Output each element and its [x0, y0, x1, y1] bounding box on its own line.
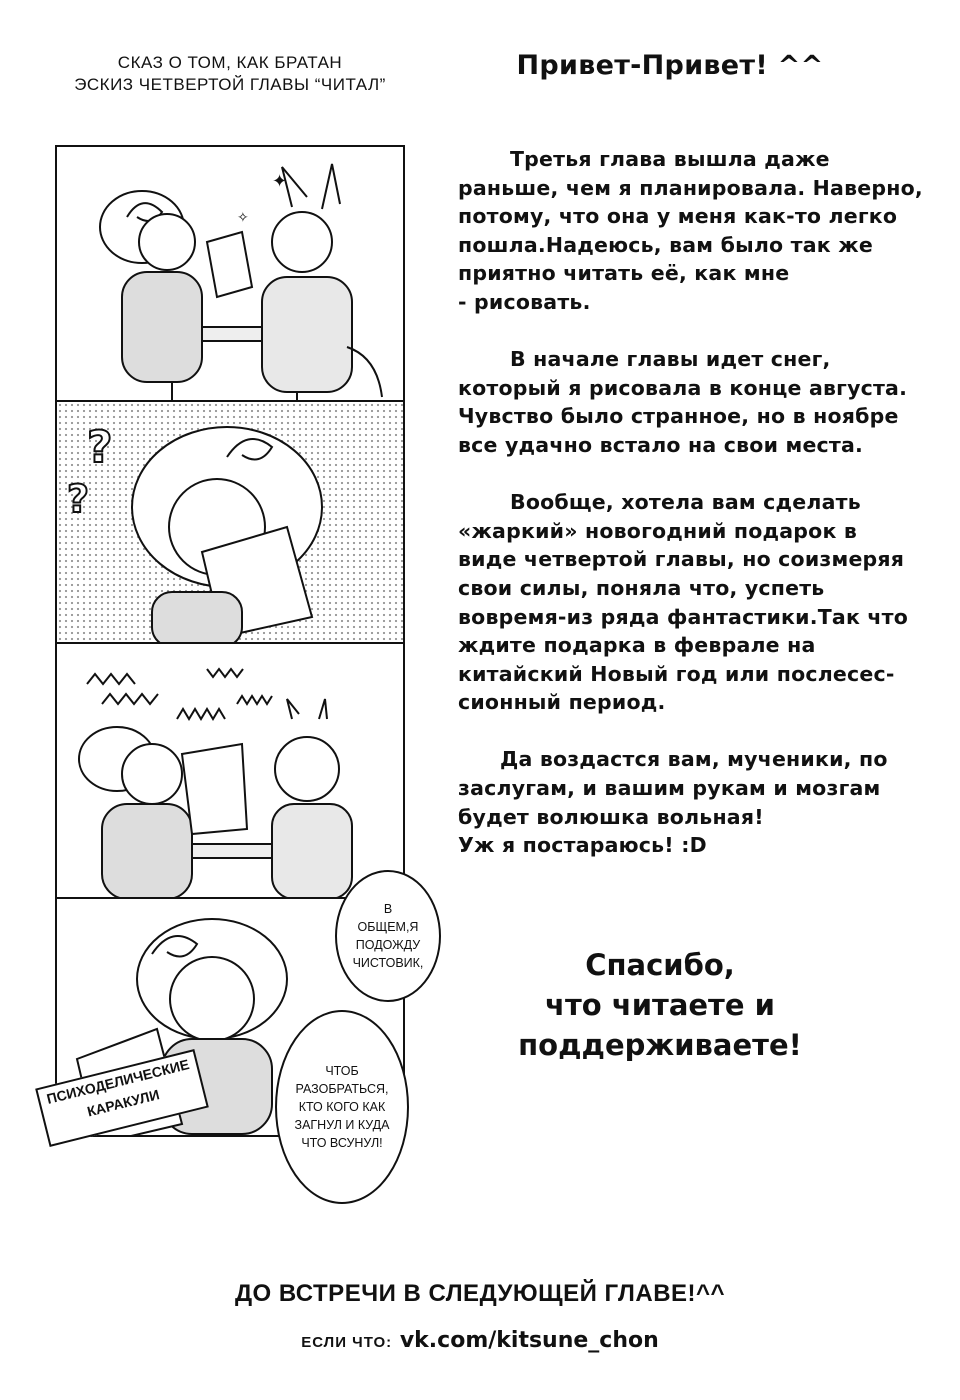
panel-2-illustration — [57, 402, 405, 645]
contact-prefix: ЕСЛИ ЧТО: — [301, 1334, 393, 1351]
comic-panel-1 — [55, 145, 405, 403]
comic-panel-3 — [55, 642, 405, 900]
psychedelic-scribbles-label: ПСИХОДЕЛИЧЕСКИЕ КАРАКУЛИ — [35, 1049, 209, 1147]
letter-body — [458, 145, 938, 888]
footer-headline: ДО ВСТРЕЧИ В СЛЕДУЮЩЕЙ ГЛАВЕ!^^ — [234, 1280, 726, 1307]
comic-caption — [40, 52, 420, 96]
letter-title: Привет-Привет! ^^ — [516, 50, 824, 81]
comic-panel-2 — [55, 400, 405, 645]
thanks-message: Спасибо, что читаете и поддерживаете! — [518, 948, 802, 1062]
letter-paragraph-3: Вообще, хотела вам сделать «жаркий» новогодний подарок в виде четвертой главы, но соизмеряя свои силы, поняла что, успеть вовремя-из ряда фантастики.Так что ждите подарка в феврале на китайский Новый год или послесес- сионный период. — [458, 490, 909, 715]
comic-caption-line2: ЭСКИЗ ЧЕТВЕРТОЙ ГЛАВЫ “ЧИТАЛ” — [74, 75, 386, 94]
speech-bubble-2: ЧТОБ РАЗОБРАТЬСЯ, КТО КОГО КАК ЗАГНУЛ И КУДА ЧТО ВСУНУЛ! — [275, 1010, 409, 1204]
footer-contact — [0, 1328, 960, 1353]
panel-1-illustration — [57, 147, 405, 403]
letter-paragraph-2: В начале главы идет снег, который я рисовала в конце августа. Чувство было странное, но в ноябре все удачно встало на свои места. — [458, 347, 908, 457]
speech-bubble-1: В ОБЩЕМ,Я ПОДОЖДУ ЧИСТОВИК, — [335, 870, 441, 1002]
panel-3-illustration — [57, 644, 405, 900]
letter-paragraph-1: Третья глава вышла даже раньше, чем я планировала. Наверно, потому, что она у меня как-то легко пошла.Надеюсь, вам было так же приятно читать её, как мне - рисовать. — [458, 147, 923, 314]
contact-link[interactable]: vk.com/kitsune_chon — [399, 1328, 659, 1353]
svg-text:?: ? — [87, 422, 113, 473]
svg-text:✦: ✦ — [272, 171, 288, 192]
svg-text:✧: ✧ — [237, 210, 249, 226]
svg-text:?: ? — [67, 477, 90, 521]
comic-caption-line1: СКАЗ О ТОМ, КАК БРАТАН — [117, 53, 343, 72]
letter-paragraph-4: Да воздастся вам, мученики, по заслугам, и вашим рукам и мозгам будет волюшка вольная! Уж я постараюсь! :D — [458, 747, 888, 858]
